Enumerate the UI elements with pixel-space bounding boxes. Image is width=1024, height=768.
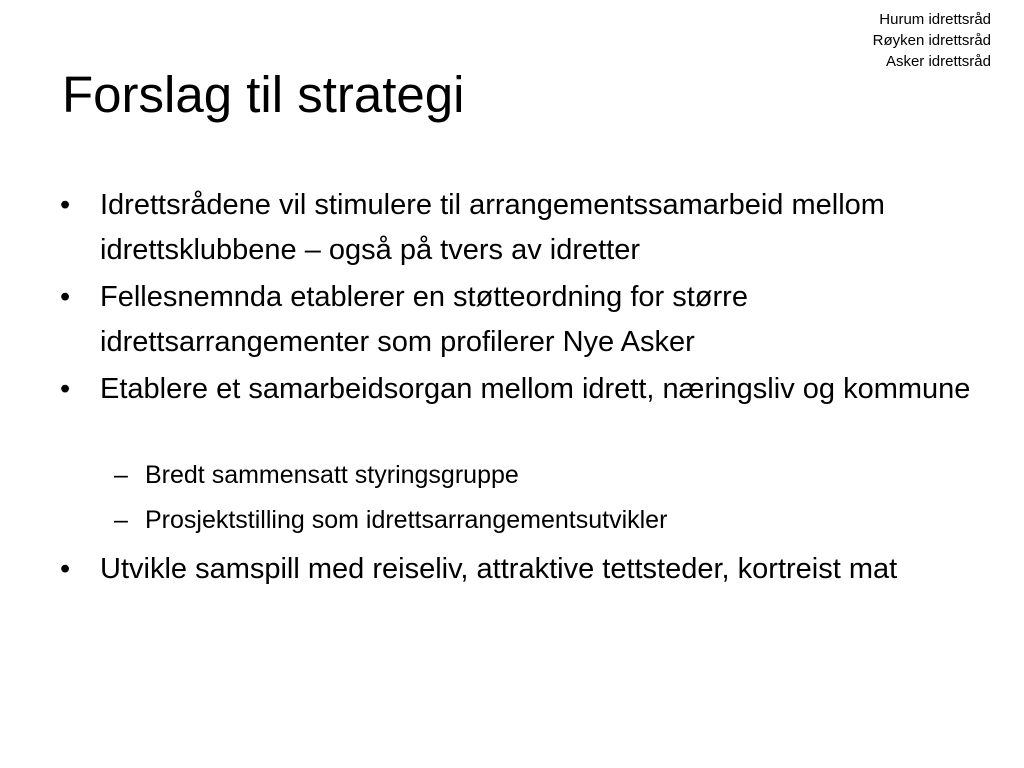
bullet-text: Fellesnemnda etablerer en støtteordning for større idrettsarrangementer som profilerer Nye Asker [100,281,748,358]
dash-marker: – [114,506,128,534]
organization-list [873,9,991,72]
dash-marker: – [114,461,128,489]
bullet-item [58,183,978,273]
bullet-item [58,275,978,365]
organization-asker: Asker idrettsråd [885,53,991,70]
slide-title: Forslag til strategi [62,66,465,123]
organization-hurum: Hurum idrettsråd [879,11,991,28]
bullet-item [58,367,978,412]
sub-bullet-text: Bredt sammensatt styringsgruppe [145,461,519,489]
sub-bullet-list [58,453,978,543]
bullet-marker: • [60,281,71,313]
organization-royken: Røyken idrettsråd [872,32,991,49]
bullet-text: Idrettsrådene vil stimulere til arrangementssamarbeid mellom idrettsklubbene – også på tvers av idretter [100,189,885,266]
sub-bullet-item [58,498,978,543]
bullet-marker: • [60,189,71,221]
bullet-text: Etablere et samarbeidsorgan mellom idrett, næringsliv og kommune [100,373,971,405]
bullet-list-continued [58,547,978,594]
sub-bullet-item [58,453,978,498]
sub-bullet-text: Prosjektstilling som idrettsarrangementsutvikler [145,506,668,534]
bullet-item [58,547,978,592]
bullet-list [58,183,978,414]
bullet-marker: • [60,373,71,405]
bullet-marker: • [60,553,71,585]
bullet-text: Utvikle samspill med reiseliv, attraktive tettsteder, kortreist mat [100,553,898,585]
